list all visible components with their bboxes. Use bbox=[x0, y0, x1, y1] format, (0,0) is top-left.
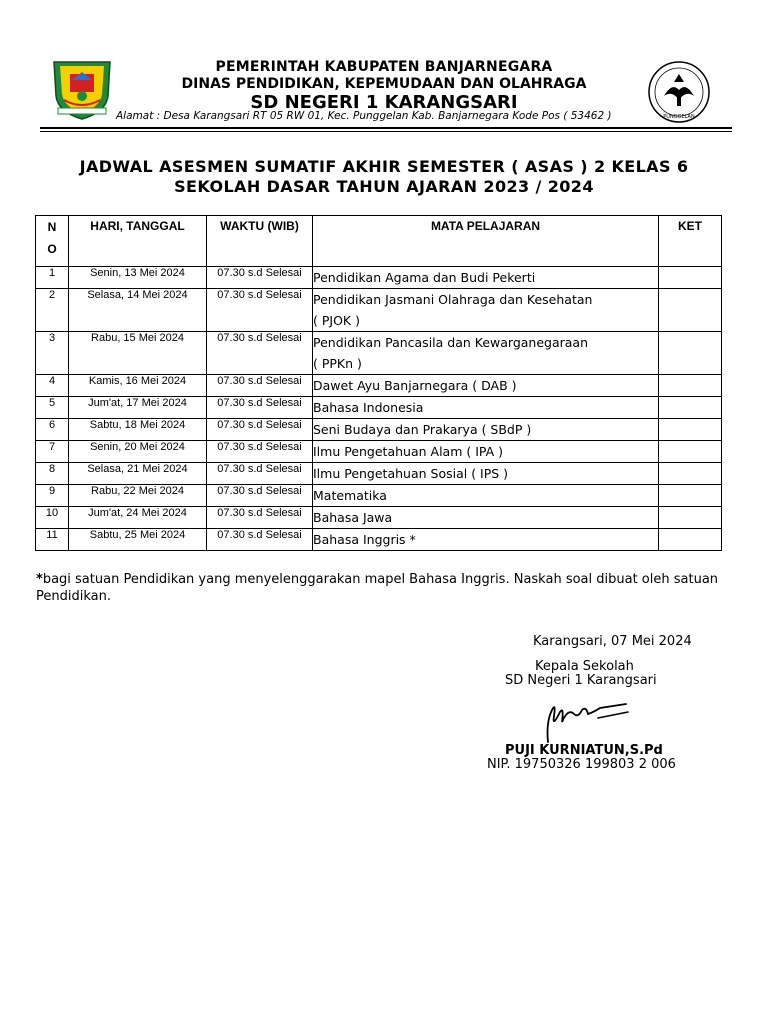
table-row bbox=[36, 375, 722, 397]
cell-day: Rabu, 15 Mei 2024 bbox=[69, 332, 207, 375]
cell-note bbox=[659, 463, 722, 485]
table-row bbox=[36, 332, 722, 375]
agency-header: DINAS PENDIDIKAN, KEPEMUDAAN DAN OLAHRAGA bbox=[181, 76, 587, 92]
footnote-text: bagi satuan Pendidikan yang menyelenggarakan mapel Bahasa Inggris. Naskah soal dibuat oleh satuan Pendidikan. bbox=[36, 572, 719, 604]
table-row bbox=[36, 441, 722, 463]
cell-day: Sabtu, 25 Mei 2024 bbox=[69, 529, 207, 551]
header-note: KET bbox=[659, 216, 722, 267]
cell-time: 07.30 s.d Selesai bbox=[207, 397, 313, 419]
table-header-row bbox=[36, 216, 722, 267]
table-row bbox=[36, 419, 722, 441]
cell-no: 9 bbox=[36, 485, 69, 507]
cell-time: 07.30 s.d Selesai bbox=[207, 529, 313, 551]
handwritten-signature-icon bbox=[538, 692, 634, 744]
cell-note bbox=[659, 441, 722, 463]
cell-time: 07.30 s.d Selesai bbox=[207, 485, 313, 507]
cell-no: 6 bbox=[36, 419, 69, 441]
cell-subject: Bahasa Indonesia bbox=[313, 397, 659, 419]
cell-subject: Pendidikan Pancasila dan Kewarganegaraan ( PPKn ) bbox=[313, 332, 659, 375]
table-row bbox=[36, 397, 722, 419]
cell-no: 10 bbox=[36, 507, 69, 529]
header-no: N O bbox=[36, 216, 69, 267]
cell-note bbox=[659, 419, 722, 441]
cell-subject: Pendidikan Agama dan Budi Pekerti bbox=[313, 267, 659, 289]
signer-name: PUJI KURNIATUN,S.Pd bbox=[505, 743, 663, 758]
cell-time: 07.30 s.d Selesai bbox=[207, 267, 313, 289]
table-row bbox=[36, 289, 722, 332]
footnote-marker: * bbox=[36, 572, 43, 587]
cell-note bbox=[659, 397, 722, 419]
table-row bbox=[36, 529, 722, 551]
table-row bbox=[36, 267, 722, 289]
cell-no: 8 bbox=[36, 463, 69, 485]
emblem-caption: PUNGGELAN bbox=[663, 114, 695, 120]
cell-day: Senin, 13 Mei 2024 bbox=[69, 267, 207, 289]
cell-subject: Ilmu Pengetahuan Alam ( IPA ) bbox=[313, 441, 659, 463]
cell-note bbox=[659, 332, 722, 375]
letterhead-rule-thin bbox=[40, 131, 732, 132]
table-row bbox=[36, 507, 722, 529]
cell-no: 7 bbox=[36, 441, 69, 463]
cell-day: Rabu, 22 Mei 2024 bbox=[69, 485, 207, 507]
document-subtitle: SEKOLAH DASAR TAHUN AJARAN 2023 / 2024 bbox=[174, 177, 594, 196]
cell-no: 11 bbox=[36, 529, 69, 551]
header-time: WAKTU (WIB) bbox=[207, 216, 313, 267]
cell-day: Selasa, 14 Mei 2024 bbox=[69, 289, 207, 332]
cell-note bbox=[659, 289, 722, 332]
cell-subject: Seni Budaya dan Prakarya ( SBdP ) bbox=[313, 419, 659, 441]
tut-wuri-handayani-emblem-icon bbox=[644, 60, 714, 124]
footnote bbox=[36, 571, 736, 605]
document-title: JADWAL ASESMEN SUMATIF AKHIR SEMESTER ( ASAS ) 2 KELAS 6 bbox=[79, 157, 689, 176]
cell-time: 07.30 s.d Selesai bbox=[207, 375, 313, 397]
cell-subject: Ilmu Pengetahuan Sosial ( IPS ) bbox=[313, 463, 659, 485]
cell-no: 4 bbox=[36, 375, 69, 397]
government-header: PEMERINTAH KABUPATEN BANJARNEGARA bbox=[215, 59, 553, 75]
cell-subject: Dawet Ayu Banjarnegara ( DAB ) bbox=[313, 375, 659, 397]
cell-day: Selasa, 21 Mei 2024 bbox=[69, 463, 207, 485]
schedule-table bbox=[35, 215, 722, 551]
cell-no: 3 bbox=[36, 332, 69, 375]
cell-note bbox=[659, 507, 722, 529]
cell-day: Jum'at, 17 Mei 2024 bbox=[69, 397, 207, 419]
cell-note bbox=[659, 375, 722, 397]
cell-time: 07.30 s.d Selesai bbox=[207, 441, 313, 463]
cell-note bbox=[659, 267, 722, 289]
place-date: Karangsari, 07 Mei 2024 bbox=[533, 634, 692, 649]
signer-position: Kepala Sekolah bbox=[535, 659, 634, 674]
letterhead-rule-thick bbox=[40, 127, 732, 129]
cell-day: Senin, 20 Mei 2024 bbox=[69, 441, 207, 463]
cell-subject: Pendidikan Jasmani Olahraga dan Kesehatan ( PJOK ) bbox=[313, 289, 659, 332]
signer-school: SD Negeri 1 Karangsari bbox=[505, 673, 657, 688]
cell-day: Sabtu, 18 Mei 2024 bbox=[69, 419, 207, 441]
cell-time: 07.30 s.d Selesai bbox=[207, 463, 313, 485]
header-day: HARI, TANGGAL bbox=[69, 216, 207, 267]
school-name: SD NEGERI 1 KARANGSARI bbox=[250, 92, 518, 113]
table-row bbox=[36, 485, 722, 507]
cell-day: Jum'at, 24 Mei 2024 bbox=[69, 507, 207, 529]
cell-subject: Matematika bbox=[313, 485, 659, 507]
cell-subject: Bahasa Inggris * bbox=[313, 529, 659, 551]
cell-no: 5 bbox=[36, 397, 69, 419]
cell-note bbox=[659, 529, 722, 551]
cell-time: 07.30 s.d Selesai bbox=[207, 419, 313, 441]
cell-no: 1 bbox=[36, 267, 69, 289]
signer-nip: NIP. 19750326 199803 2 006 bbox=[487, 757, 676, 772]
cell-note bbox=[659, 485, 722, 507]
cell-time: 07.30 s.d Selesai bbox=[207, 507, 313, 529]
cell-no: 2 bbox=[36, 289, 69, 332]
cell-time: 07.30 s.d Selesai bbox=[207, 289, 313, 332]
table-row bbox=[36, 463, 722, 485]
cell-subject: Bahasa Jawa bbox=[313, 507, 659, 529]
header-subject: MATA PELAJARAN bbox=[313, 216, 659, 267]
cell-time: 07.30 s.d Selesai bbox=[207, 332, 313, 375]
school-address: Alamat : Desa Karangsari RT 05 RW 01, Kec. Punggelan Kab. Banjarnegara Kode Pos ( 53462 ) bbox=[116, 110, 612, 122]
cell-day: Kamis, 16 Mei 2024 bbox=[69, 375, 207, 397]
